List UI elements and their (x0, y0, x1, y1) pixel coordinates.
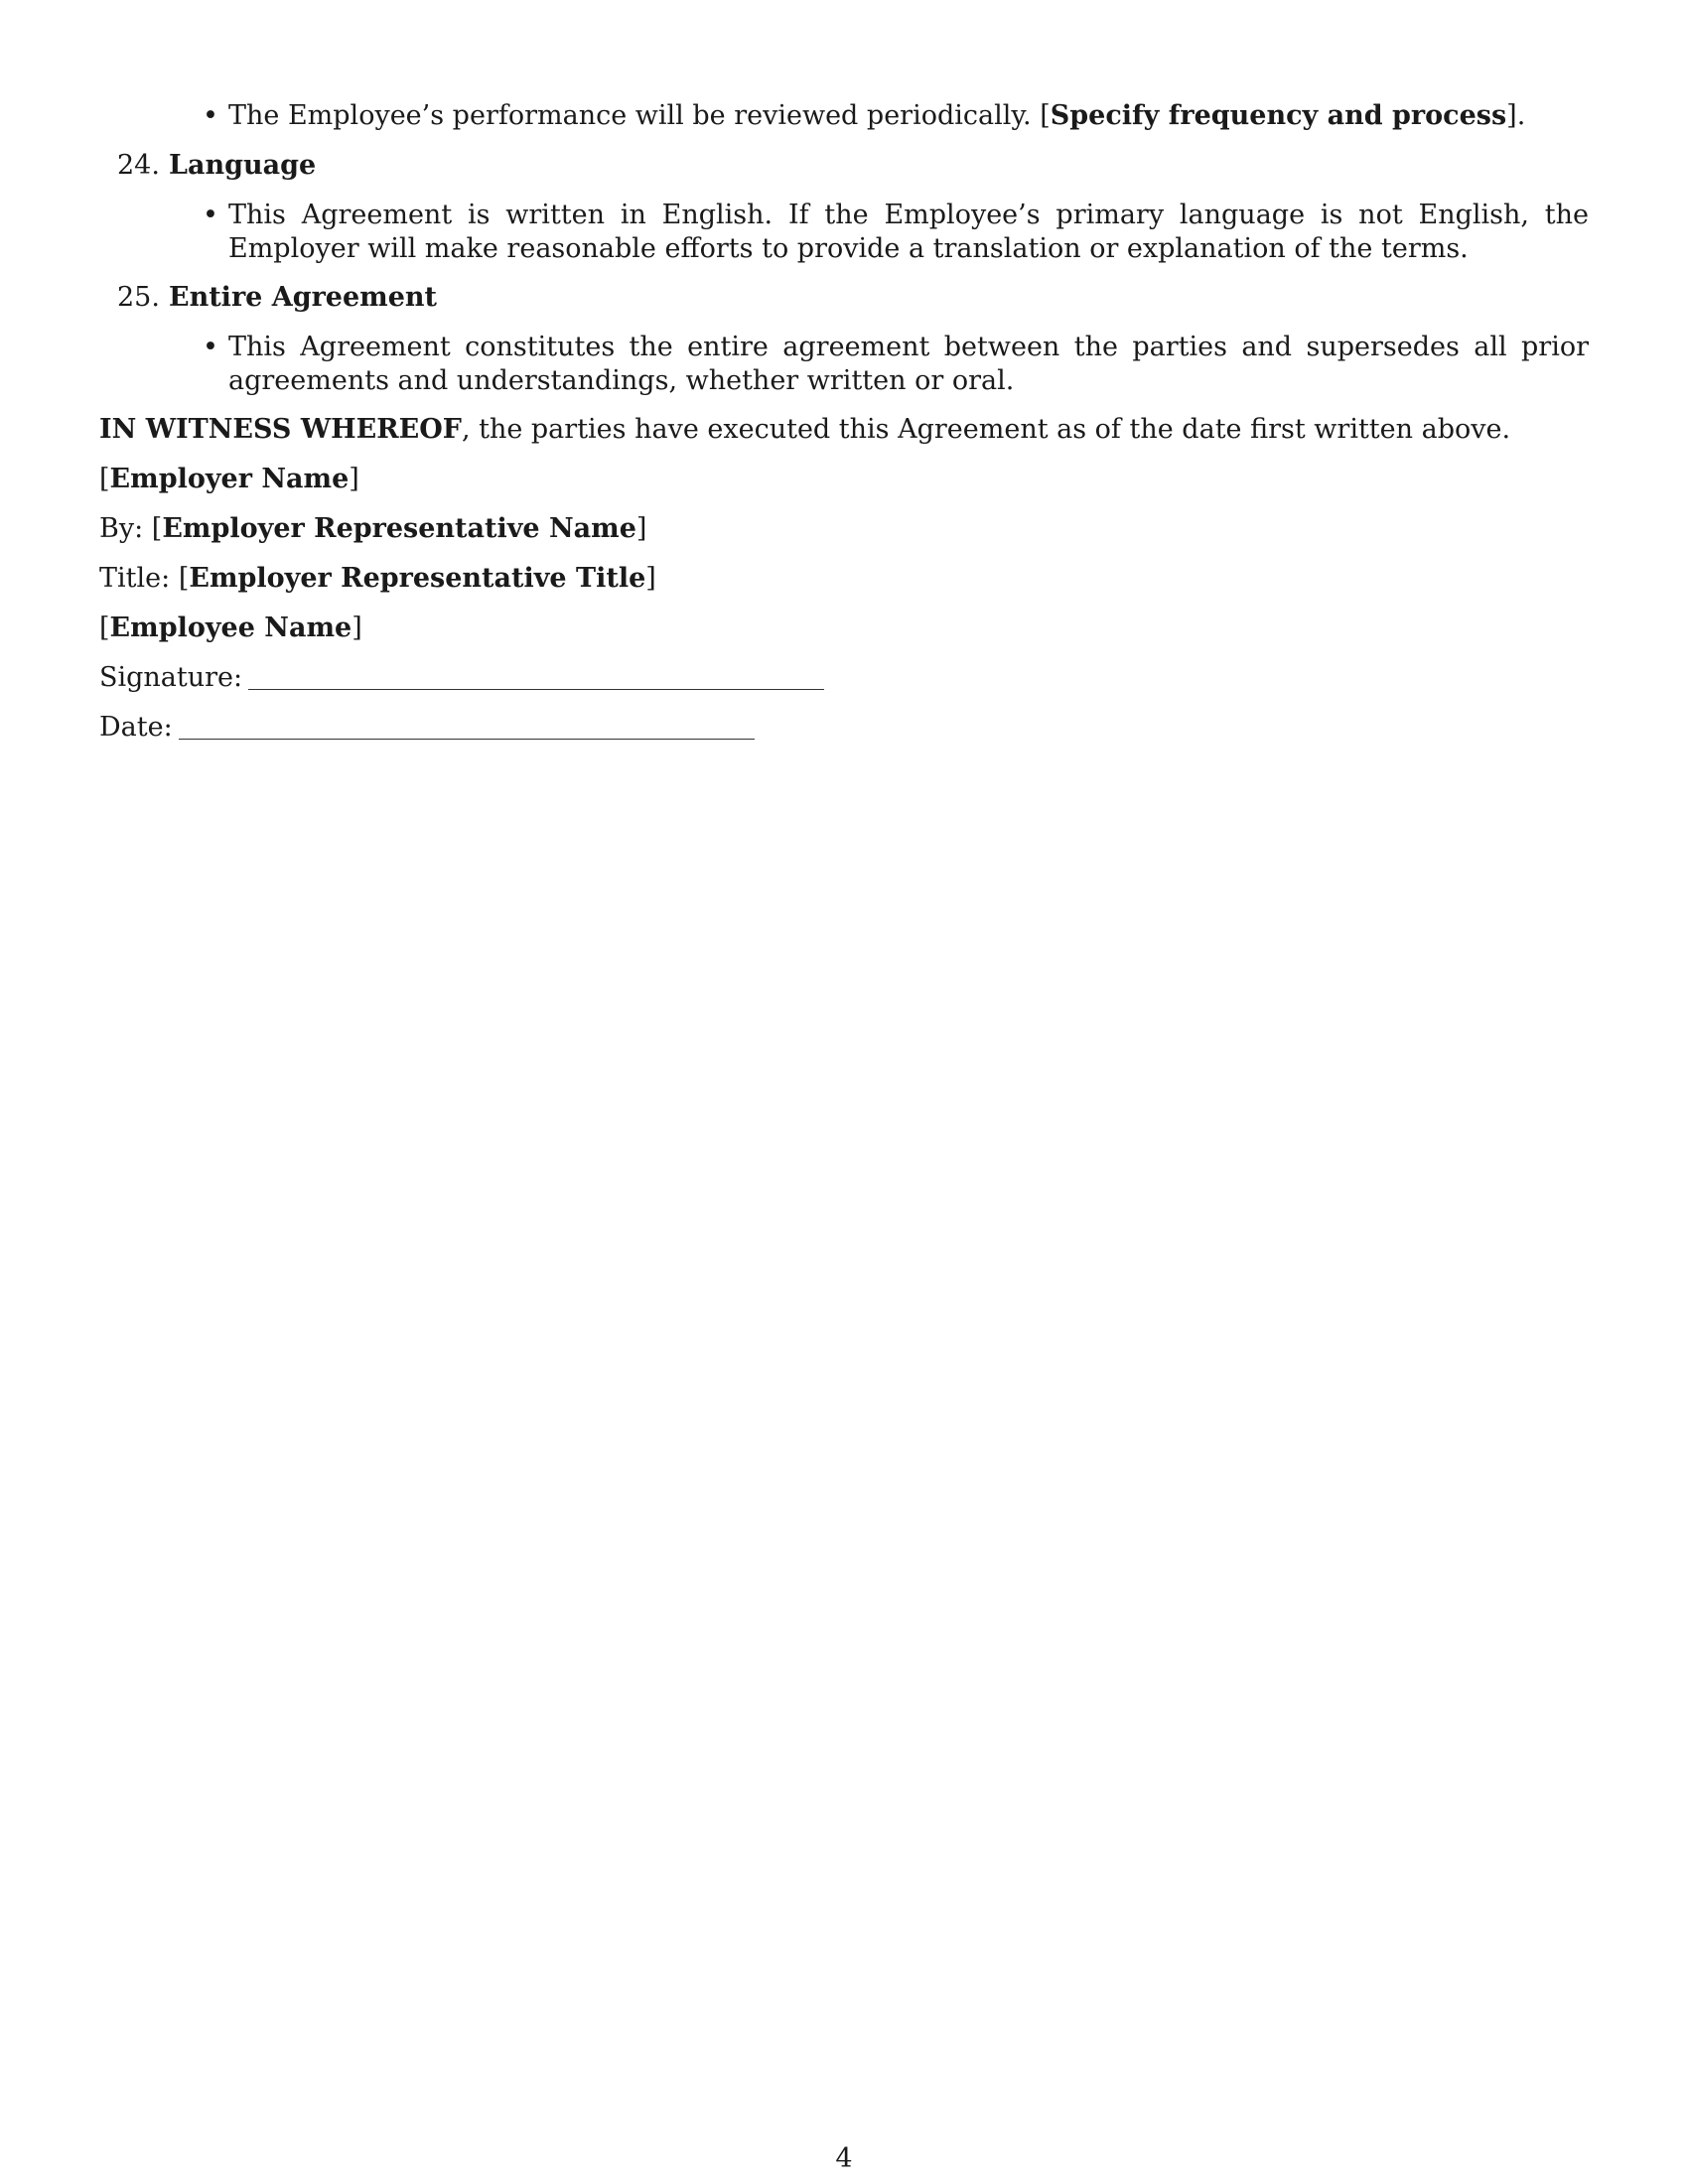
language-text: This Agreement is written in English. If the Employee’s primary language is not English, the Employer will make reasonable efforts to provide a translation or explanation of the terms. (228, 200, 1589, 264)
witness-lead: IN WITNESS WHEREOF (99, 414, 462, 445)
entire-agreement-text: This Agreement constitutes the entire agreement between the parties and supersedes all prior agreements and understandings, whether written or oral. (228, 332, 1589, 396)
section-title: Entire Agreement (169, 282, 437, 313)
review-placeholder: Specify frequency and process (1050, 100, 1507, 131)
review-bullet (203, 99, 1589, 133)
bullet-icon: • (203, 200, 218, 230)
employee-name-line: [Employee Name] (99, 613, 362, 643)
date-field[interactable] (179, 713, 755, 740)
section-number: 25. (117, 282, 160, 313)
section-number: 24. (117, 150, 160, 181)
language-bullet (203, 199, 1589, 266)
signature-field[interactable] (248, 663, 824, 690)
employer-rep-title: Employer Representative Title (189, 563, 646, 594)
signature-label: Signature: (99, 662, 243, 693)
date-line (99, 711, 1589, 745)
review-bracket-open: [ (1040, 100, 1051, 131)
section-title: Language (169, 150, 317, 181)
employer-rep-name: Employer Representative Name (162, 513, 636, 544)
employer-name: Employer Name (109, 464, 350, 494)
bullet-icon: • (203, 100, 218, 131)
review-bracket-close: ]. (1506, 100, 1526, 131)
title-line: Title: [Employer Representative Title] (99, 563, 656, 594)
witness-clause (99, 413, 1589, 447)
document-page (99, 0, 1589, 2184)
section-25-heading (117, 281, 437, 315)
bullet-icon: • (203, 332, 218, 362)
employer-name-line: [Employer Name] (99, 464, 359, 494)
witness-rest: , the parties have executed this Agreement as of the date first written above. (461, 414, 1511, 445)
title-label: Title: (99, 563, 171, 594)
entire-agreement-bullet (203, 331, 1589, 398)
review-text: The Employee’s performance will be reviewed periodically. (228, 100, 1032, 131)
signature-line (99, 661, 1589, 695)
page-number: 4 (835, 2143, 853, 2174)
date-label: Date: (99, 712, 173, 743)
section-24-heading (117, 149, 316, 183)
employee-name: Employee Name (109, 613, 352, 643)
by-line: By: [Employer Representative Name] (99, 513, 647, 544)
by-label: By: (99, 513, 144, 544)
